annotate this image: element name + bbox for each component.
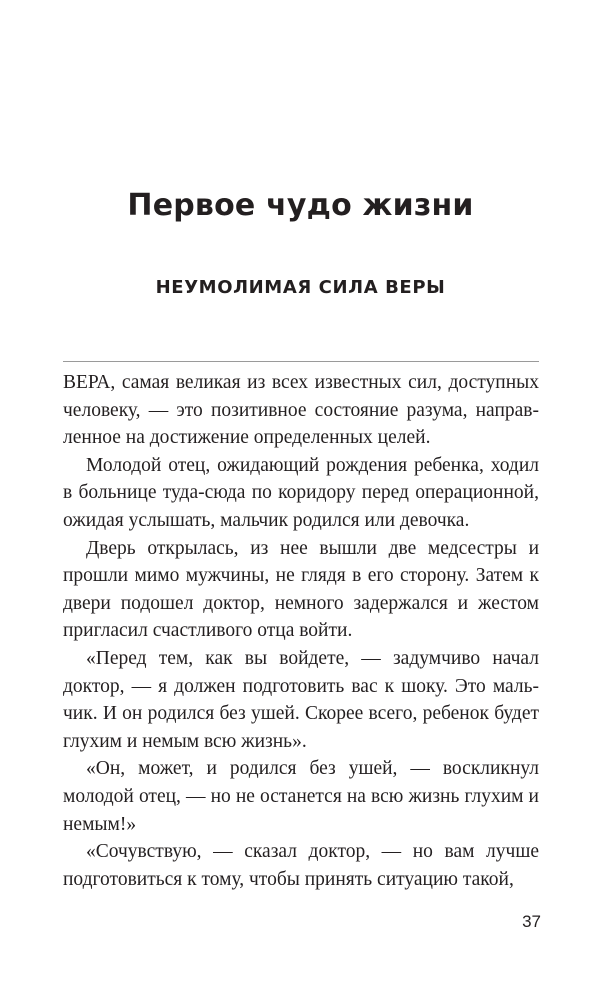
- chapter-title: Первое чудо жизни: [127, 188, 474, 223]
- paragraph-3: Дверь открылась, из нее вышли две медсестры и прошли мимо мужчины, не глядя в его сторону. Затем к двери подошел доктор, немного задержался и жестом пригласил счастливого отца войти.: [63, 537, 539, 642]
- paragraph-4: «Перед тем, как вы войдете, — задумчиво начал доктор, — я должен подготовить вас к шоку. Это мальчик. И он родился без ушей. Скорее всего, ребенок будет глухим и немым всю жизнь».: [63, 647, 539, 752]
- paragraph-6: «Сочувствую, — сказал доктор, — но вам лучше подготовиться к тому, чтобы принять ситуацию такой,: [63, 841, 539, 890]
- paragraph-1: ВЕРА, самая великая из всех известных сил, доступных человеку, — это позитивное состояние разума, направленное на достижение определенных целей.: [63, 372, 539, 449]
- page-number: 37: [522, 912, 541, 931]
- chapter-subtitle: НЕУМОЛИМАЯ СИЛА ВЕРЫ: [155, 277, 446, 298]
- divider-line: [63, 361, 539, 362]
- body-text: [63, 369, 539, 893]
- paragraph-5: «Он, может, и родился без ушей, — воскликнул молодой отец, — но не останется на всю жизнь глухим и немым!»: [63, 758, 539, 835]
- paragraph-2: Молодой отец, ожидающий рождения ребенка, ходил в больнице туда-сюда по коридору перед операционной, ожидая услышать, мальчик родился или девочка.: [63, 454, 539, 531]
